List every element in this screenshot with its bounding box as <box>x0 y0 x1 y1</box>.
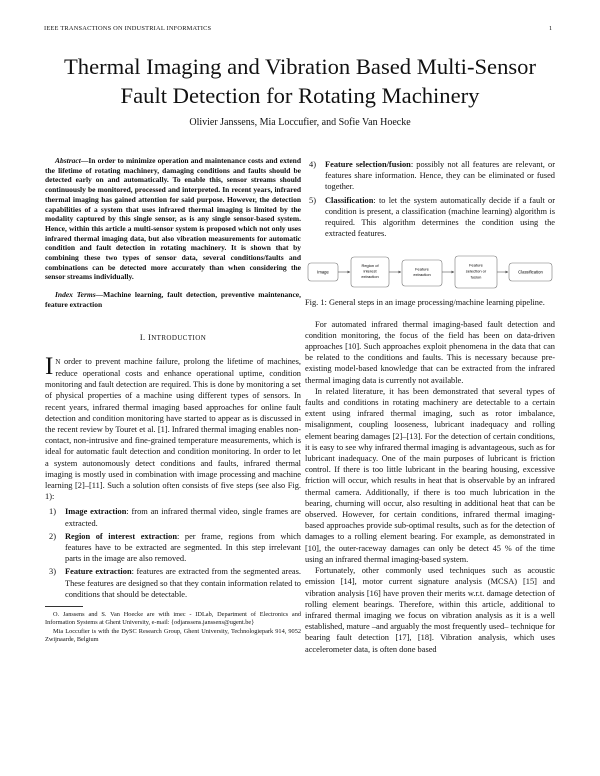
list-item: 5) Classification: to let the system automatically decide if a fault or condition is present, a classification (machine learning) algorithm is required. This algorithm determines the condition using the extracted features. <box>309 195 555 239</box>
svg-text:Feature: Feature <box>469 262 483 268</box>
section-heading-introduction: I. INTRODUCTION <box>139 332 207 342</box>
left-column <box>45 156 301 644</box>
pipeline-steps-list <box>45 506 301 600</box>
list-item: 3) Feature extraction: features are extracted from the segmented areas. These features are designed so that they contain information related to conditions that should be detectable. <box>49 567 302 599</box>
title-line-2: Fault Detection for Rotating Machinery <box>120 82 480 108</box>
pipeline-box-image <box>308 263 338 281</box>
title-line-1: Thermal Imaging and Vibration Based Multi-Sensor <box>64 54 536 79</box>
pipeline-box-classification <box>509 263 552 281</box>
svg-text:interest: interest <box>363 268 377 274</box>
body-paragraph: For automated infrared thermal imaging-based fault detection and condition monitoring, the focus of the field has been on data-driven approaches [10]. Such approaches exploit phenomena in the data that can be related to the conditions and faults. This is necessary because pre-existing model-based knowledge that can be extracted from the infrared thermal imaging data is currently not available. <box>305 319 555 385</box>
list-item: 2) Region of interest extraction: per frame, regions from which features have to be extracted are segmented. In this step irrelevant parts in the image are also removed. <box>49 531 301 564</box>
index-terms-text: —Machine learning, fault detection, preventive maintenance, feature extraction <box>45 290 302 309</box>
author-list: Olivier Janssens, Mia Loccufier, and Sofie Van Hoecke <box>189 117 411 128</box>
index-terms <box>45 290 301 309</box>
running-head: IEEE TRANSACTIONS ON INDUSTRIAL INFORMATICS <box>44 25 212 32</box>
pipeline-box-feature-extraction <box>402 260 442 286</box>
footnote-affiliation-1: O. Janssens and S. Van Hoecke are with imec - IDLab, Department of Electronics and Information Systems at Ghent University, e-mail: {odjanssens.janssens@ugent.be} <box>45 611 301 627</box>
svg-text:extraction: extraction <box>413 272 431 278</box>
svg-text:Region of: Region of <box>361 263 379 269</box>
svg-text:fusion: fusion <box>470 274 482 280</box>
footnote-affiliation-2: Mia Loccufier is with the DySC Research Group, Ghent University, Technologiepark 914, 9052 Zwijnaarde, Belgium <box>45 627 301 643</box>
figure-1-caption: Fig. 1: General steps in an image processing/machine learning pipeline. <box>305 298 545 308</box>
pipeline-steps-list-continued <box>305 159 555 239</box>
abstract <box>45 156 301 282</box>
index-terms-label: Index Terms <box>55 290 96 300</box>
body-paragraph: In related literature, it has been demonstrated that several types of faults and conditions in rotating machinery are detectable to a certain extent using infrared thermal imaging, such as rotor imbalance, misalignment, coupling looseness, lubricant inadequacy and rolling element bearing damages [2]–[13]. For the detection of certain conditions, it is easy to see why infrared thermal imaging is advantageous, such as for lubricant inadequacy. One of the main purposes of lubricant is friction control. If there is too little lubricant in the bearing housing, excessive friction will occur, which results in heat that is observable by an infrared thermal camera. Additionally, if there is too much lubrication in the bearing, churning will occur, also resulting in additional heat that can be observed. However, for certain conditions, infrared thermal imaging-based approaches provide sub-optimal results, such as for the detection of damages to a rolling element bearing. For example, as demonstrated in [10], the outer-raceway damages can only be detect 45 % of the time using an infrared thermal imaging-based system. <box>305 386 555 564</box>
drop-cap: I <box>45 352 54 380</box>
abstract-text: —In order to minimize operation and maintenance costs and extend the lifetime of rotating machinery, damaging conditions and faults should be detected early on and automatically. To enable this, sensor streams should continuously be monitored, processed and interpreted. In recent years, infrared thermal imaging has gained attention for said purpose. However, the detection capabilities of a system that uses infrared thermal imaging is limited by the modality captured by this single sensor, as is any single sensor-based system. Hence, within this article a multi-sensor system is proposed which not only uses infrared thermal imaging data, but also vibration measurements for automatic condition and fault detection in rotating machinery. It is shown that by combining these two types of sensor data, several conditions/faults and combinations can be detected more accurately than when considering the sensor streams individually. <box>45 156 301 282</box>
svg-text:Feature: Feature <box>415 266 429 272</box>
list-item: 1) Image extraction: from an infrared thermal video, single frames are extracted. <box>49 507 302 528</box>
svg-text:extraction: extraction <box>361 274 379 280</box>
svg-text:selection or: selection or <box>465 268 487 274</box>
body-paragraph: Fortunately, other commonly used techniques such as acoustic emission [14], motor current signature analysis (MCSA) [15] and vibration analysis [16] have proven their merits w.r.t. damage detection of rolling element bearings. Therefore, within this article, additional to infrared thermal imaging we focus on vibration analysis as it is a well established, mature –and arguably the most frequently used– technique for bearing fault detection [17], [18]. Vibration analysis, which uses accelerometer data, is often done based <box>305 566 555 654</box>
paper-title <box>20 53 580 110</box>
svg-text:Image: Image <box>317 269 329 275</box>
abstract-label: Abstract <box>55 156 81 165</box>
figure-1-pipeline-diagram <box>305 253 555 289</box>
svg-text:Classification: Classification <box>518 269 543 275</box>
page-number: 1 <box>549 25 553 32</box>
list-item: 4) Feature selection/fusion: possibly not all features are relevant, or features share information. Hence, they can be eliminated or fused together. <box>309 160 555 192</box>
pipeline-box-feature-selection <box>455 256 497 288</box>
right-column <box>305 159 555 655</box>
footnote-divider <box>45 606 83 607</box>
pipeline-box-roi <box>351 257 389 287</box>
intro-paragraph: I N order to prevent machine failure, prolong the lifetime of machines, reduce operational costs and enhance operational uptime, condition monitoring and fault detection are required. This is done by monitoring a set of physical properties of a machine using different types of sensors. In recent years, infrared thermal imaging based approaches for online fault detection and condition monitoring have started to appear as is discussed in the recent review by Touret et al. [1]. Infrared thermal imaging enables non-contact, non-intrusive and fine-grained temperature measurements, which is ideal for automatic fault detection and condition monitoring. In order to let a system autonomously detect conditions and faults, infrared thermal imaging is mostly used in combination with image processing and machine learning [2]–[11]. Such a solution often consists of five steps (see also Fig. 1): <box>45 352 301 502</box>
